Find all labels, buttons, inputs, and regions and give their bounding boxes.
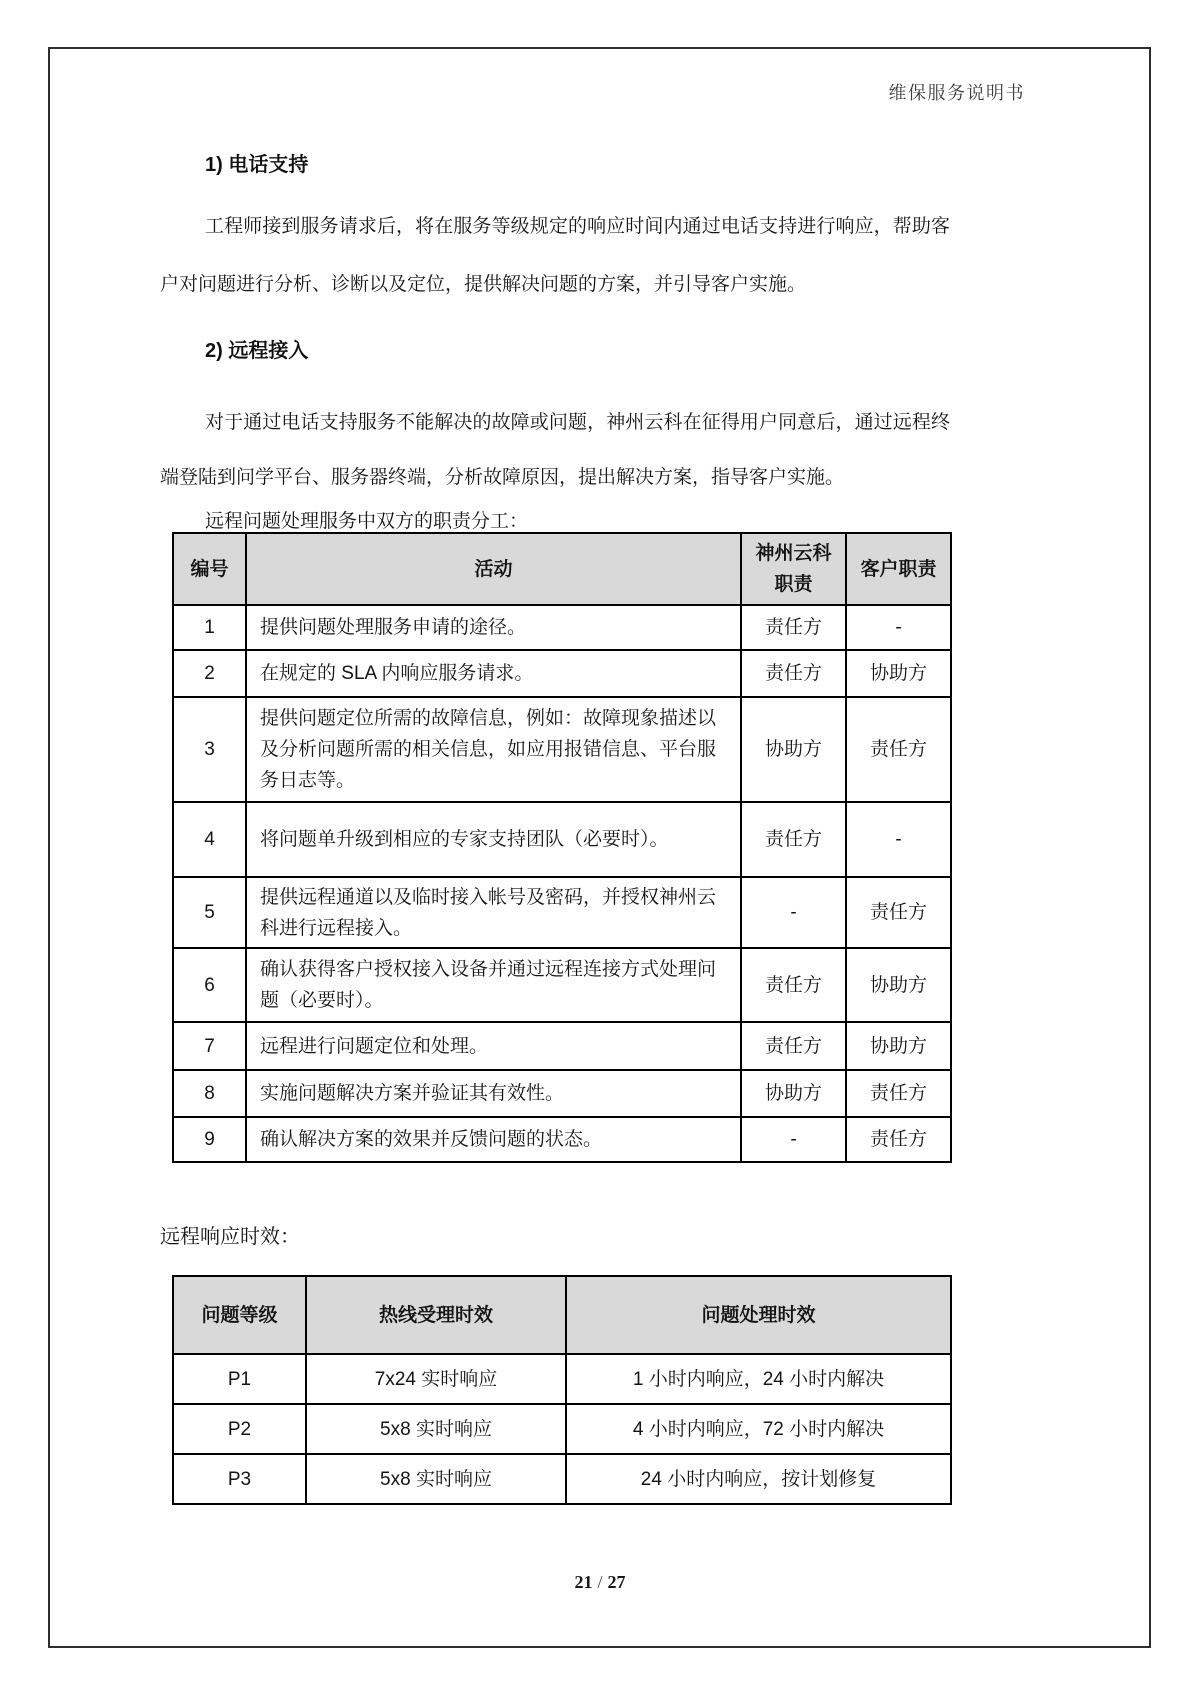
cell-number: 6 — [173, 948, 246, 1022]
column-header-number: 编号 — [173, 533, 246, 605]
cell-activity: 实施问题解决方案并验证其有效性。 — [246, 1070, 741, 1117]
cell-activity: 提供问题处理服务申请的途径。 — [246, 605, 741, 650]
column-header-problem-level: 问题等级 — [173, 1276, 306, 1354]
column-header-customer-duty: 客户职责 — [846, 533, 951, 605]
column-header-hotline-response: 热线受理时效 — [306, 1276, 566, 1354]
table-row — [173, 605, 951, 650]
cell-activity: 提供远程通道以及临时接入帐号及密码，并授权神州云科进行远程接入。 — [246, 877, 741, 948]
cell-number: 1 — [173, 605, 246, 650]
cell-problem-level: P2 — [173, 1404, 306, 1454]
cell-vendor-duty: - — [741, 1117, 846, 1162]
cell-customer-duty: 协助方 — [846, 948, 951, 1022]
table-row — [173, 877, 951, 948]
cell-activity: 将问题单升级到相应的专家支持团队（必要时）。 — [246, 802, 741, 877]
table-row — [173, 1404, 951, 1454]
document-header-title: 维保服务说明书 — [888, 83, 1025, 103]
table-row — [173, 948, 951, 1022]
cell-number: 5 — [173, 877, 246, 948]
section-2-paragraph: 对于通过电话支持服务不能解决的故障或问题，神州云科在征得用户同意后，通过远程终端登陆到问学平台、服务器终端，分析故障原因，提出解决方案，指导客户实施。 — [160, 412, 950, 488]
sla-table — [172, 1275, 952, 1505]
column-header-problem-handling: 问题处理时效 — [566, 1276, 951, 1354]
cell-vendor-duty: 责任方 — [741, 802, 846, 877]
table-row — [173, 697, 951, 802]
cell-hotline-response: 7x24 实时响应 — [306, 1354, 566, 1404]
cell-number: 4 — [173, 802, 246, 877]
cell-vendor-duty: 协助方 — [741, 1070, 846, 1117]
cell-activity: 确认解决方案的效果并反馈问题的状态。 — [246, 1117, 741, 1162]
cell-number: 3 — [173, 697, 246, 802]
column-header-vendor-duty: 神州云科职责 — [741, 533, 846, 605]
cell-customer-duty: 责任方 — [846, 877, 951, 948]
page-number-total: 27 — [607, 1572, 626, 1592]
cell-vendor-duty: 责任方 — [741, 948, 846, 1022]
cell-problem-handling: 24 小时内响应，按计划修复 — [566, 1454, 951, 1504]
responsibility-table-intro: 远程问题处理服务中双方的职责分工： — [205, 511, 529, 532]
cell-vendor-duty: 责任方 — [741, 605, 846, 650]
cell-activity: 确认获得客户授权接入设备并通过远程连接方式处理问题（必要时）。 — [246, 948, 741, 1022]
page-number-separator: / — [597, 1572, 603, 1592]
cell-number: 8 — [173, 1070, 246, 1117]
sla-section-heading: 远程响应时效： — [160, 1226, 300, 1248]
cell-problem-level: P3 — [173, 1454, 306, 1504]
table-row — [173, 1454, 951, 1504]
table-row — [173, 1070, 951, 1117]
cell-customer-duty: 责任方 — [846, 697, 951, 802]
cell-customer-duty: - — [846, 802, 951, 877]
section-1-paragraph: 工程师接到服务请求后，将在服务等级规定的响应时间内通过电话支持进行响应，帮助客户对问题进行分析、诊断以及定位，提供解决问题的方案，并引导客户实施。 — [160, 216, 950, 295]
cell-activity: 在规定的 SLA 内响应服务请求。 — [246, 650, 741, 697]
section-1-heading: 1) 电话支持 — [205, 154, 309, 176]
cell-number: 2 — [173, 650, 246, 697]
table-row — [173, 650, 951, 697]
cell-customer-duty: 协助方 — [846, 1022, 951, 1070]
cell-customer-duty: 责任方 — [846, 1117, 951, 1162]
cell-problem-handling: 1 小时内响应，24 小时内解决 — [566, 1354, 951, 1404]
table-header-row — [173, 1276, 951, 1354]
section-2-heading: 2) 远程接入 — [205, 340, 309, 362]
cell-number: 7 — [173, 1022, 246, 1070]
table-row — [173, 1117, 951, 1162]
cell-activity: 提供问题定位所需的故障信息，例如：故障现象描述以及分析问题所需的相关信息，如应用报错信息、平台服务日志等。 — [246, 697, 741, 802]
table-header-row — [173, 533, 951, 605]
page-number-current: 21 — [574, 1572, 593, 1592]
cell-number: 9 — [173, 1117, 246, 1162]
table-row — [173, 1354, 951, 1404]
responsibility-table — [172, 532, 952, 1163]
cell-activity: 远程进行问题定位和处理。 — [246, 1022, 741, 1070]
cell-customer-duty: 责任方 — [846, 1070, 951, 1117]
cell-vendor-duty: 协助方 — [741, 697, 846, 802]
cell-customer-duty: 协助方 — [846, 650, 951, 697]
table-row — [173, 1022, 951, 1070]
cell-vendor-duty: 责任方 — [741, 650, 846, 697]
table-row — [173, 802, 951, 877]
column-header-activity: 活动 — [246, 533, 741, 605]
cell-customer-duty: - — [846, 605, 951, 650]
cell-problem-handling: 4 小时内响应，72 小时内解决 — [566, 1404, 951, 1454]
cell-hotline-response: 5x8 实时响应 — [306, 1454, 566, 1504]
cell-vendor-duty: - — [741, 877, 846, 948]
cell-problem-level: P1 — [173, 1354, 306, 1404]
page-number — [0, 1572, 1200, 1593]
cell-vendor-duty: 责任方 — [741, 1022, 846, 1070]
cell-hotline-response: 5x8 实时响应 — [306, 1404, 566, 1454]
